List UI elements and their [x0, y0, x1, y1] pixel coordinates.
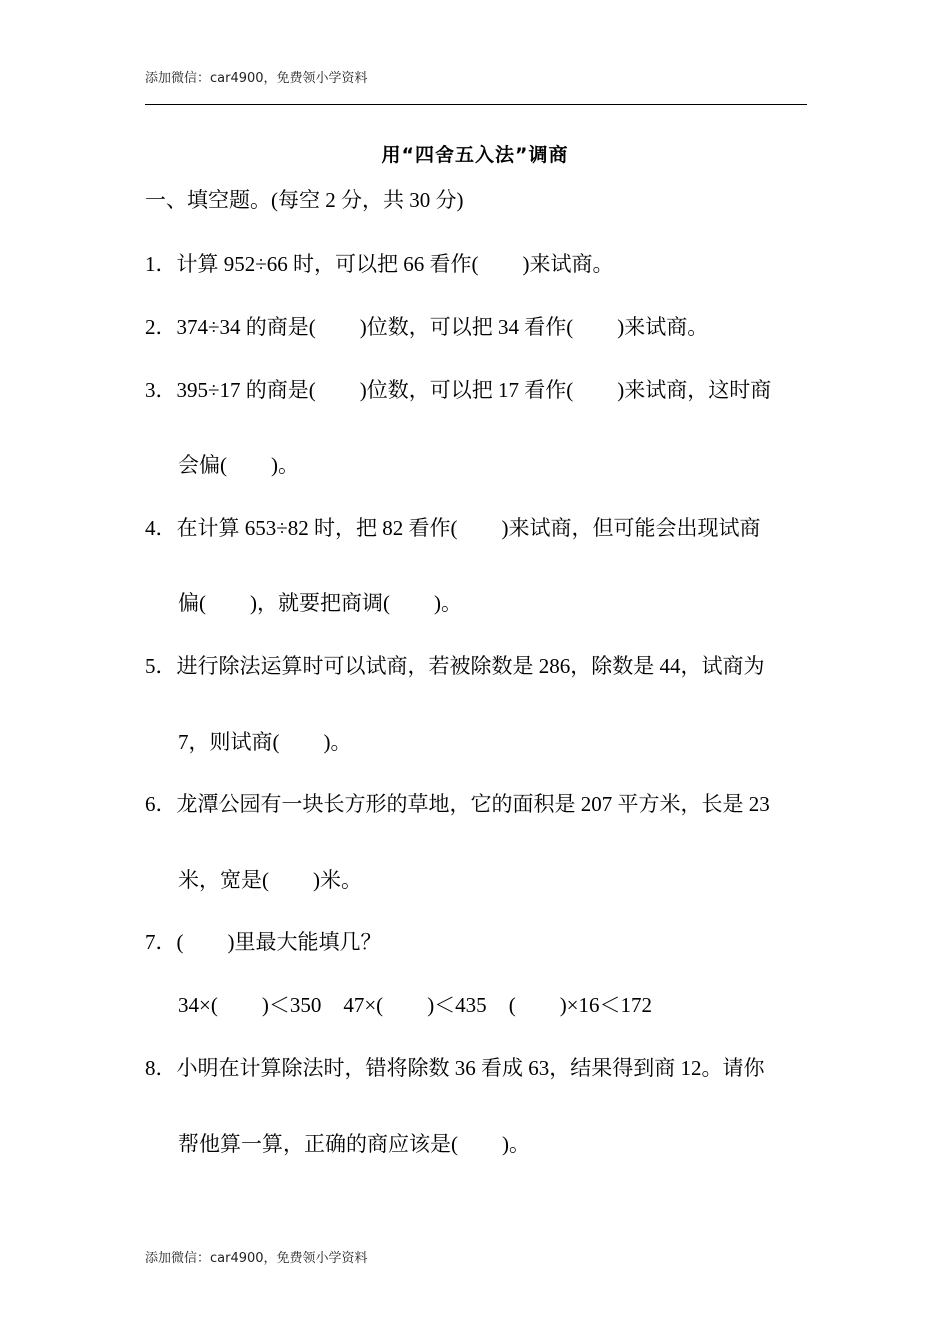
question-5-continued: [178, 728, 352, 756]
question-5: [145, 652, 765, 680]
question-text: )位数，可以把 17 看作(: [359, 378, 574, 402]
question-text: 小明在计算除法时，错将除数 36 看成 63，结果得到商 12。请你: [176, 1056, 765, 1080]
question-number: 6．: [145, 792, 177, 816]
expression-text: 47×(: [343, 993, 384, 1017]
question-text: )。: [323, 730, 352, 754]
question-3-continued: [178, 451, 299, 479]
question-text: 进行除法运算时可以试商，若被除数是 286，除数是 44，试商为: [176, 654, 765, 678]
question-1: [145, 250, 614, 278]
question-3: [145, 376, 771, 404]
expression-text: )＜350: [261, 993, 322, 1017]
question-text: 7，则试商(: [178, 730, 280, 754]
question-4-continued: [178, 589, 462, 617]
question-number: 1．: [145, 252, 177, 276]
header-note: 添加微信：car4900，免费领小学资料: [145, 71, 368, 86]
question-text: 偏(: [178, 591, 206, 615]
question-text: 在计算 653÷82 时，把 82 看作(: [176, 516, 458, 540]
expression-text: 34×(: [178, 993, 218, 1017]
question-text: )。: [271, 453, 299, 477]
expression-text: (: [508, 993, 516, 1017]
question-text: 帮他算一算，正确的商应该是(: [178, 1132, 458, 1156]
expression-text: )×16＜172: [559, 993, 653, 1017]
question-text: )来试商。: [522, 252, 614, 276]
question-text: )。: [502, 1132, 530, 1156]
question-number: 7．: [145, 930, 177, 954]
question-number: 3．: [145, 378, 177, 402]
question-2: [145, 313, 708, 341]
question-text: )米。: [313, 868, 362, 892]
question-text: )。: [434, 591, 462, 615]
question-4: [145, 514, 761, 542]
question-text: )位数，可以把 34 看作(: [359, 315, 574, 339]
question-text: )来试商，但可能会出现试商: [501, 516, 761, 540]
question-6: [145, 790, 770, 818]
question-number: 5．: [145, 654, 177, 678]
question-text: )来试商，这时商: [617, 378, 772, 402]
section-heading: 一、填空题。(每空 2 分，共 30 分): [145, 188, 464, 212]
question-number: 2．: [145, 315, 177, 339]
question-text: 会偏(: [178, 453, 227, 477]
question-text: (: [176, 930, 184, 954]
question-text: 计算 952÷66 时，可以把 66 看作(: [176, 252, 479, 276]
question-8-continued: [178, 1130, 530, 1158]
footer-note: 添加微信：car4900，免费领小学资料: [145, 1251, 368, 1266]
header-rule: [145, 104, 807, 105]
question-text: )，就要把商调(: [250, 591, 390, 615]
question-7: [145, 928, 382, 956]
question-text: )里最大能填几？: [227, 930, 382, 954]
question-text: )来试商。: [617, 315, 709, 339]
page-title: 用“四舍五入法”调商: [381, 144, 569, 166]
question-number: 4．: [145, 516, 177, 540]
question-text: 374÷34 的商是(: [176, 315, 316, 339]
question-6-continued: [178, 866, 362, 894]
question-text: 395÷17 的商是(: [176, 378, 316, 402]
expression-text: )＜435: [427, 993, 487, 1017]
question-number: 8．: [145, 1056, 177, 1080]
question-7-expressions: [178, 991, 652, 1019]
question-8: [145, 1054, 765, 1082]
question-text: 龙潭公园有一块长方形的草地，它的面积是 207 平方米，长是 23: [176, 792, 770, 816]
question-text: 米，宽是(: [178, 868, 269, 892]
